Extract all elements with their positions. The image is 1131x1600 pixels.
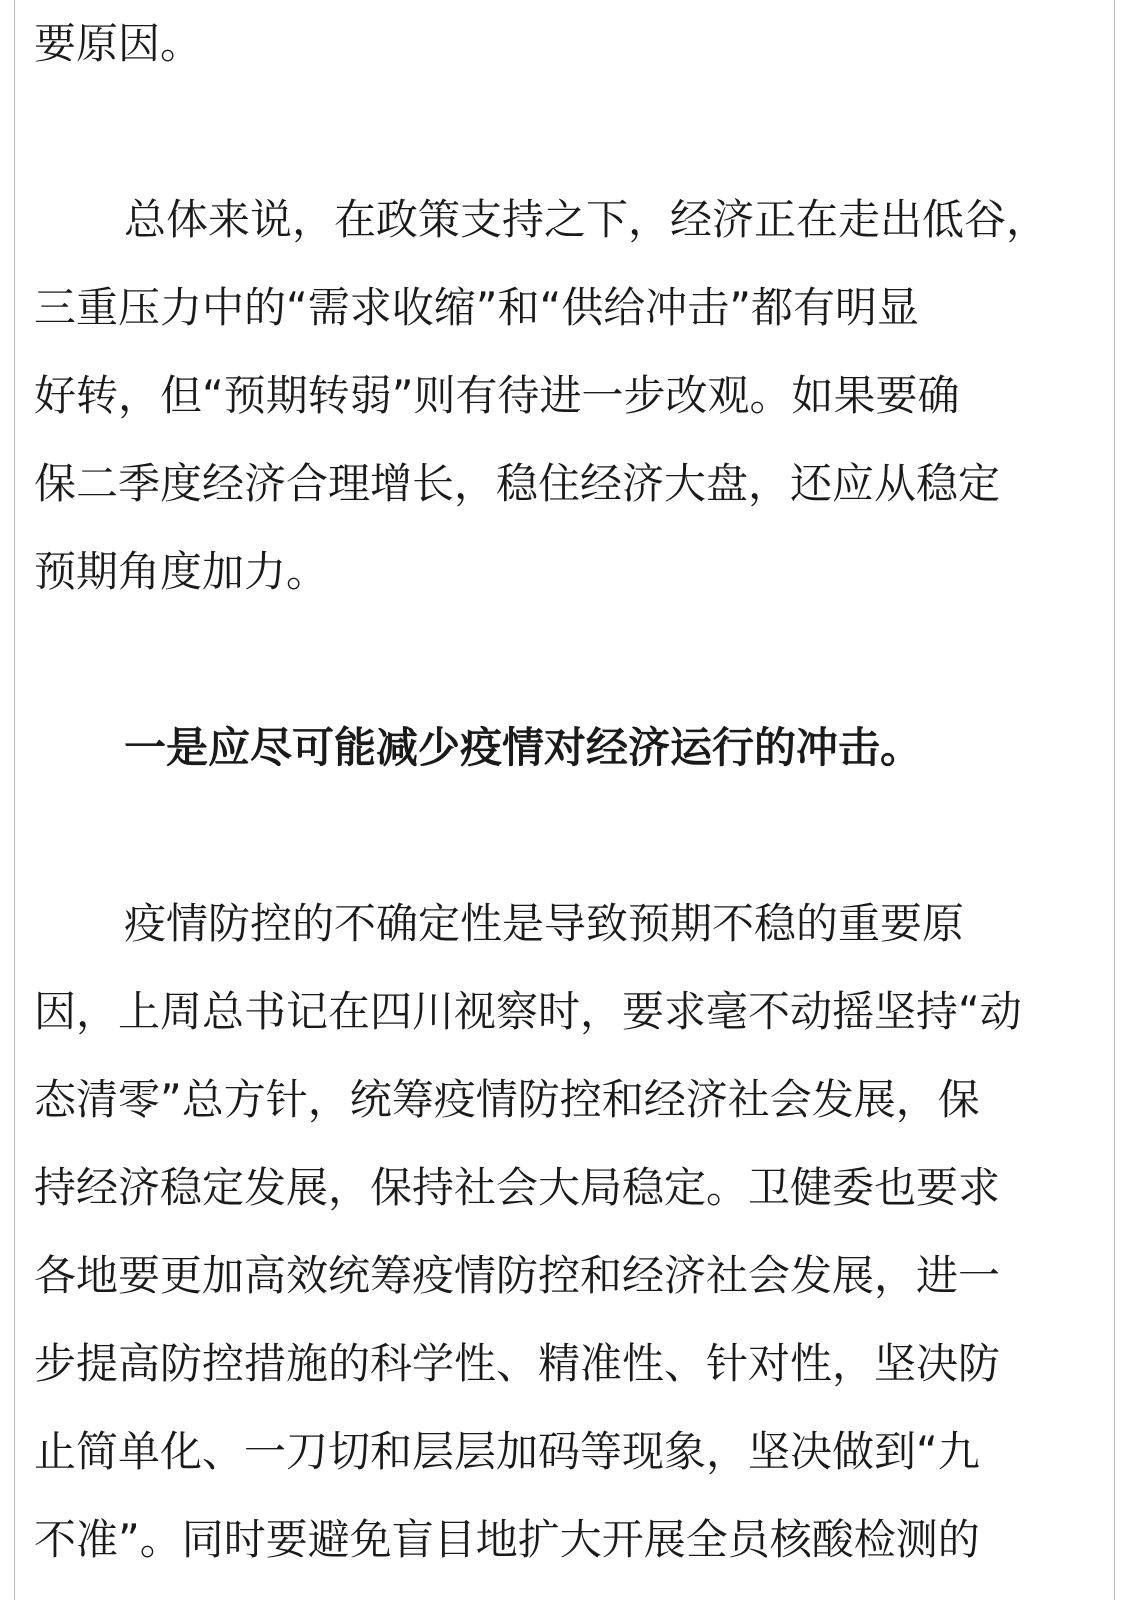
text-line: 因，上周总书记在四川视察时，要求毫不动摇坚持“动 [34,987,1022,1036]
text-line: 各地要更加高效统筹疫情防控和经济社会发展，进一 [34,1251,1001,1300]
document-body [34,0,1094,1584]
heading-text: 一是应尽可能减少疫情对经济运行的冲击。 [124,723,923,772]
paragraph-summary [34,176,1094,616]
paragraph-gap [34,792,1094,880]
paragraph-gap [34,616,1094,704]
paragraph-epidemic [34,880,1094,1584]
paragraph-gap [34,88,1094,176]
text-line: 总体来说，在政策支持之下，经济正在走出低谷， [124,195,1049,244]
text-line: 步提高防控措施的科学性、精准性、针对性，坚决防 [34,1339,1001,1388]
text-line: 态清零”总方针，统筹疫情防控和经济社会发展，保 [34,1075,980,1124]
text-line: 保二季度经济合理增长，稳住经济大盘，还应从稳定 [34,459,1001,508]
text-line: 好转，但“预期转弱”则有待进一步改观。如果要确 [34,371,960,420]
text-line: 要原因。 [34,19,203,68]
document-page [14,0,1115,1600]
text-line: 疫情防控的不确定性是导致预期不稳的重要原 [124,899,965,948]
text-line: 持经济稳定发展，保持社会大局稳定。卫健委也要求 [34,1163,1001,1212]
section-heading [34,704,1094,792]
text-line: 不准”。同时要避免盲目地扩大开展全员核酸检测的 [34,1515,980,1564]
paragraph-continuation [34,0,1094,88]
text-line: 预期角度加力。 [34,547,329,596]
text-line: 三重压力中的“需求收缩”和“供给冲击”都有明显 [34,283,920,332]
text-line: 止简单化、一刀切和层层加码等现象，坚决做到“九 [34,1427,980,1476]
